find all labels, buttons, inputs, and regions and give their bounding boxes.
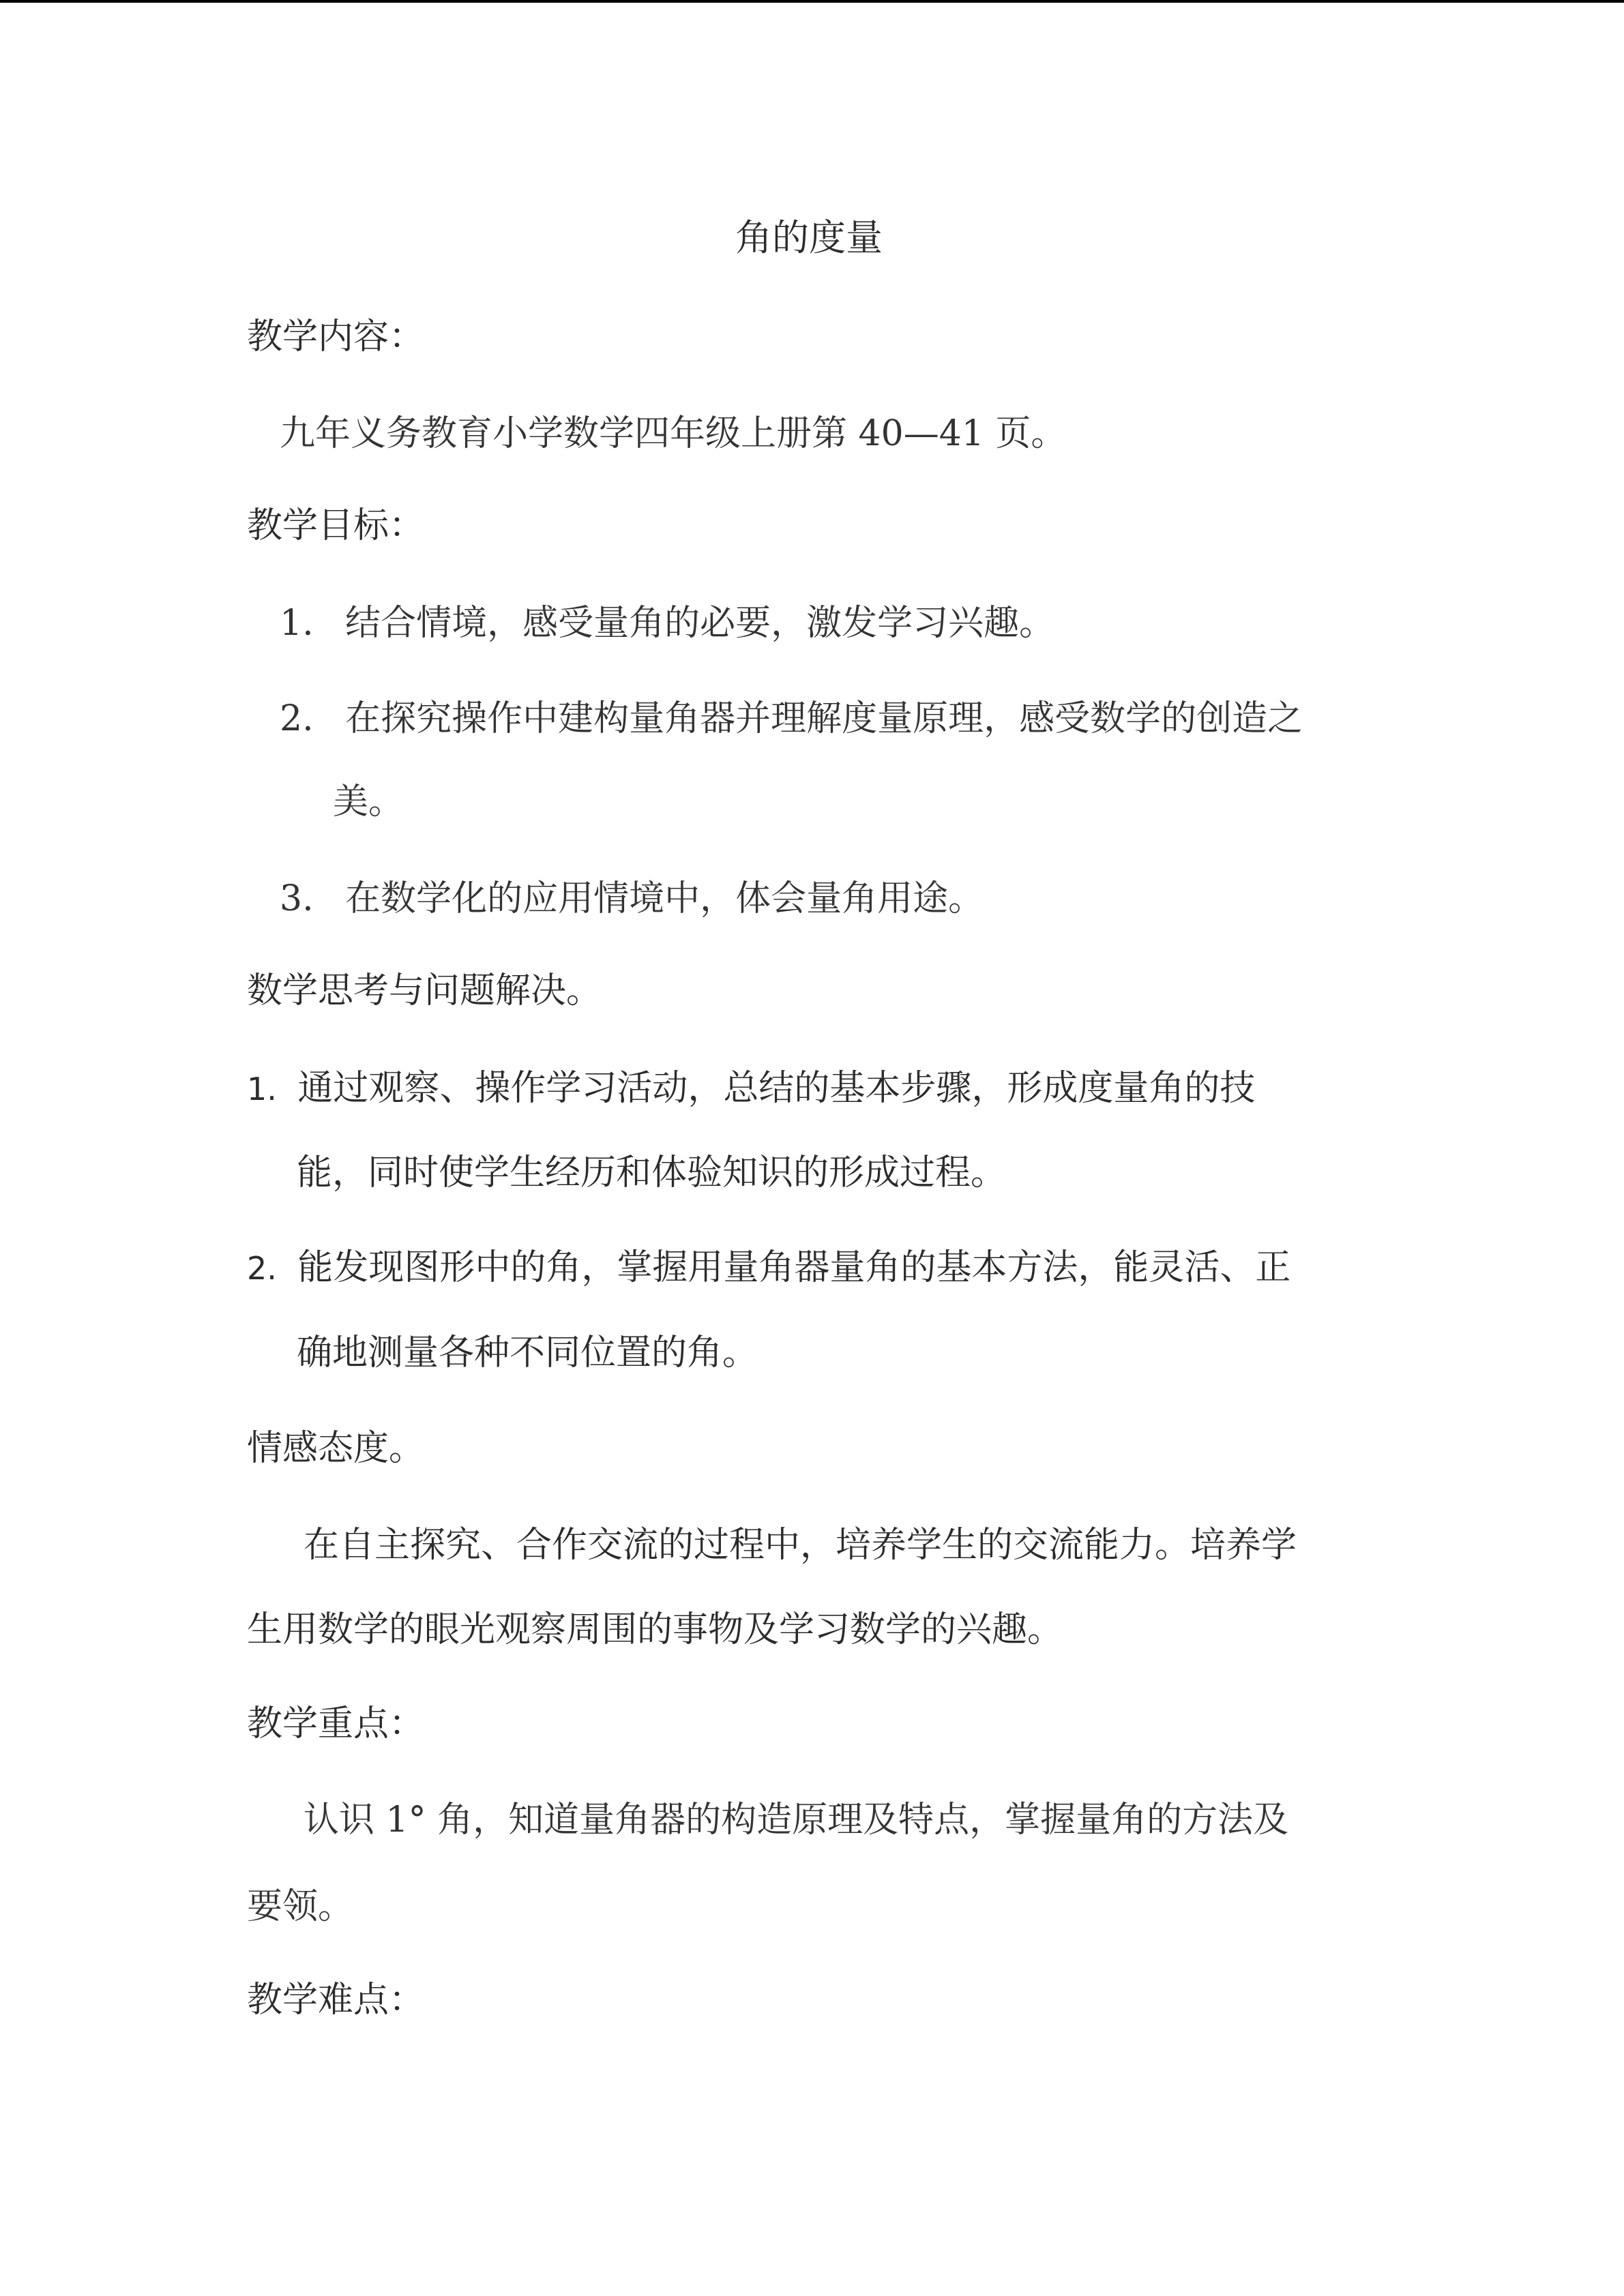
objective-text: 结合情境，感受量角的必要，激发学习兴趣。 [345, 603, 1055, 644]
document-title: 角的度量 [735, 216, 883, 259]
objective-item-3 [280, 878, 984, 919]
thinking-continuation: 确地测量各种不同位置的角。 [297, 1332, 758, 1373]
objectives-heading: 教学目标： [247, 505, 425, 546]
thinking-heading: 数学思考与问题解决。 [247, 970, 602, 1011]
thinking-text: 能发现图形中的角，掌握用量角器量角的基本方法，能灵活、正 [297, 1247, 1291, 1288]
objective-text: 在探究操作中建构量角器并理解度量原理，感受数学的创造之 [345, 698, 1303, 739]
objective-continuation: 美。 [333, 781, 404, 822]
content-heading: 教学内容： [247, 316, 425, 357]
content-text: 九年义务教育小学数学四年级上册第 40—41 页。 [280, 413, 1067, 454]
emotion-text-line-2: 生用数学的眼光观察周围的事物及学习数学的兴趣。 [247, 1609, 1063, 1650]
difficulty-heading: 教学难点： [247, 1980, 425, 2021]
key-heading: 教学重点： [247, 1703, 425, 1744]
key-text-line-2: 要领。 [247, 1886, 354, 1927]
thinking-number: 2. [247, 1250, 277, 1287]
objective-text: 在数学化的应用情境中，体会量角用途。 [345, 878, 984, 919]
objective-item-2 [280, 698, 1303, 739]
thinking-item-1 [247, 1068, 1256, 1109]
thinking-item-2 [247, 1247, 1291, 1288]
key-text-line-1: 认识 1° 角，知道量角器的构造原理及特点，掌握量角的方法及 [304, 1800, 1289, 1840]
emotion-heading: 情感态度。 [247, 1428, 425, 1469]
thinking-text: 通过观察、操作学习活动，总结的基本步骤，形成度量角的技 [297, 1068, 1256, 1109]
top-border [0, 0, 1624, 3]
objective-item-1 [280, 603, 1055, 644]
emotion-text-line-1: 在自主探究、合作交流的过程中，培养学生的交流能力。培养学 [304, 1525, 1297, 1566]
thinking-continuation: 能，同时使学生经历和体验知识的形成过程。 [297, 1152, 1007, 1193]
objective-number: 1. [280, 603, 314, 644]
thinking-number: 1. [247, 1071, 277, 1107]
objective-number: 2. [280, 698, 314, 739]
objective-number: 3. [280, 878, 314, 919]
